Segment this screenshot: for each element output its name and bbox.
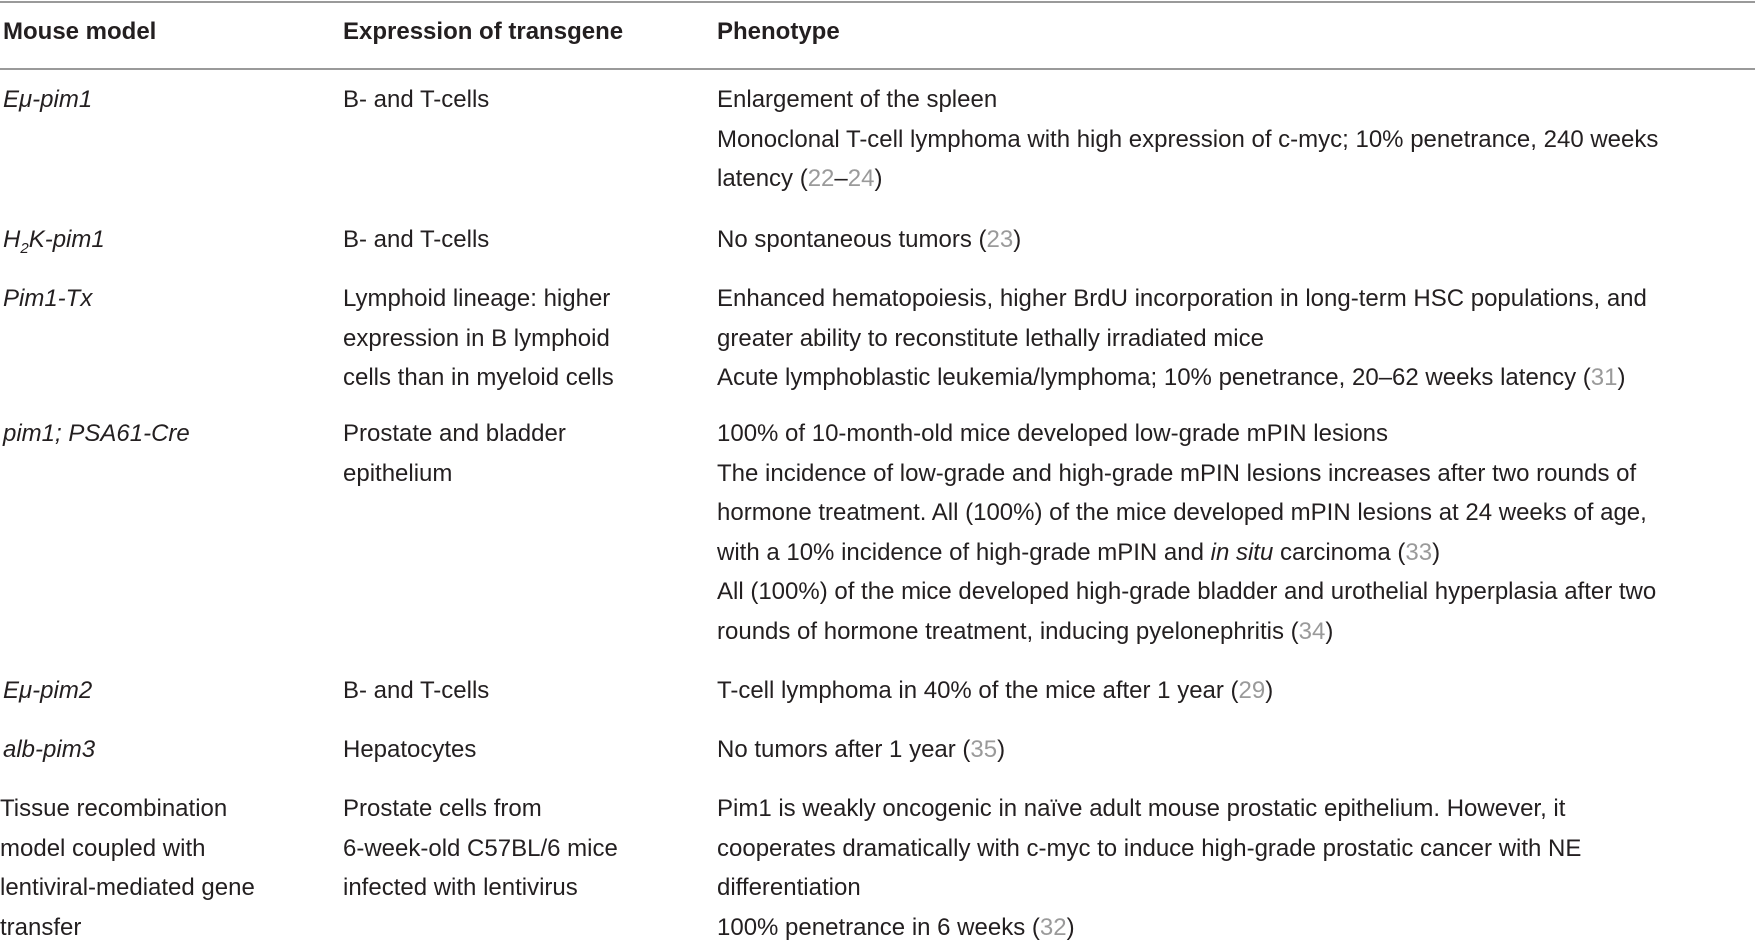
phenotype-cell [717,80,1658,199]
phenotype-line: All (100%) of the mice developed high-grade bladder and urothelial hyperplasia after two [717,572,1656,612]
table-header-rule [0,68,1755,70]
phenotype-line: greater ability to reconstitute lethally irradiated mice [717,319,1647,359]
reference-link[interactable]: 33 [1405,539,1432,566]
reference-link[interactable]: 29 [1239,677,1266,704]
reference-link[interactable]: 31 [1591,364,1618,391]
phenotype-cell [717,730,1005,770]
expression-cell: Hepatocytes [343,730,476,770]
phenotype-line: Monoclonal T-cell lymphoma with high expression of c-myc; 10% penetrance, 240 weeks [717,120,1658,160]
expression-cell: Lymphoid lineage: higher expression in B lymphoid cells than in myeloid cells [343,279,614,398]
phenotype-line: The incidence of low-grade and high-grade mPIN lesions increases after two rounds of [717,454,1656,494]
model-cell: $H_2K-pim1$ [3,220,105,260]
phenotype-line: rounds of hormone treatment, inducing pyelonephritis (34) [717,612,1656,652]
expression-cell: Prostate cells from 6-week-old C57BL/6 mice infected with lentivirus [343,789,618,908]
expression-cell: Prostate and bladder epithelium [343,414,566,493]
phenotype-line: differentiation [717,868,1581,908]
header-expression: Expression of transgene [343,12,623,52]
phenotype-line: Enhanced hematopoiesis, higher BrdU incorporation in long-term HSC populations, and [717,279,1647,319]
phenotype-line: 100% penetrance in 6 weeks (32) [717,908,1581,947]
phenotype-cell [717,789,1581,947]
phenotype-line: hormone treatment. All (100%) of the mice developed mPIN lesions at 24 weeks of age, [717,493,1656,533]
phenotype-line: cooperates dramatically with c-myc to induce high-grade prostatic cancer with NE [717,829,1581,869]
header-mouse-model: Mouse model [3,12,156,52]
expression-cell: B- and T-cells [343,80,489,120]
model-cell: Tissue recombination model coupled with lentiviral-mediated gene transfer [0,789,255,947]
phenotype-cell [717,279,1647,398]
phenotype-line: 100% of 10-month-old mice developed low-grade mPIN lesions [717,414,1656,454]
model-cell: Eμ-pim1 [3,80,92,120]
model-cell: Pim1-Tx [3,279,92,319]
model-cell: pim1; PSA61-Cre [3,414,190,454]
phenotype-cell [717,671,1273,711]
phenotype-line: Pim1 is weakly oncogenic in naïve adult mouse prostatic epithelium. However, it [717,789,1581,829]
phenotype-cell [717,220,1021,260]
reference-link[interactable]: 34 [1299,618,1326,645]
phenotype-line: No tumors after 1 year (35) [717,730,1005,770]
model-cell: alb-pim3 [3,730,95,770]
table-top-rule [0,1,1755,3]
phenotype-cell [717,414,1656,651]
expression-cell: B- and T-cells [343,671,489,711]
phenotype-line: T-cell lymphoma in 40% of the mice after 1 year (29) [717,671,1273,711]
header-phenotype: Phenotype [717,12,840,52]
reference-link[interactable]: 24 [848,165,875,192]
expression-cell: B- and T-cells [343,220,489,260]
phenotype-line: Enlargement of the spleen [717,80,1658,120]
model-cell: Eμ-pim2 [3,671,92,711]
phenotype-line: with a 10% incidence of high-grade mPIN and in situ carcinoma (33) [717,533,1656,573]
phenotype-line: latency (22–24) [717,159,1658,199]
reference-link[interactable]: 32 [1040,914,1067,941]
phenotype-line: No spontaneous tumors (23) [717,220,1021,260]
reference-link[interactable]: 35 [970,736,997,763]
reference-link[interactable]: 22 [808,165,835,192]
phenotype-line: Acute lymphoblastic leukemia/lymphoma; 10% penetrance, 20–62 weeks latency (31) [717,358,1647,398]
reference-link[interactable]: 23 [986,226,1013,253]
